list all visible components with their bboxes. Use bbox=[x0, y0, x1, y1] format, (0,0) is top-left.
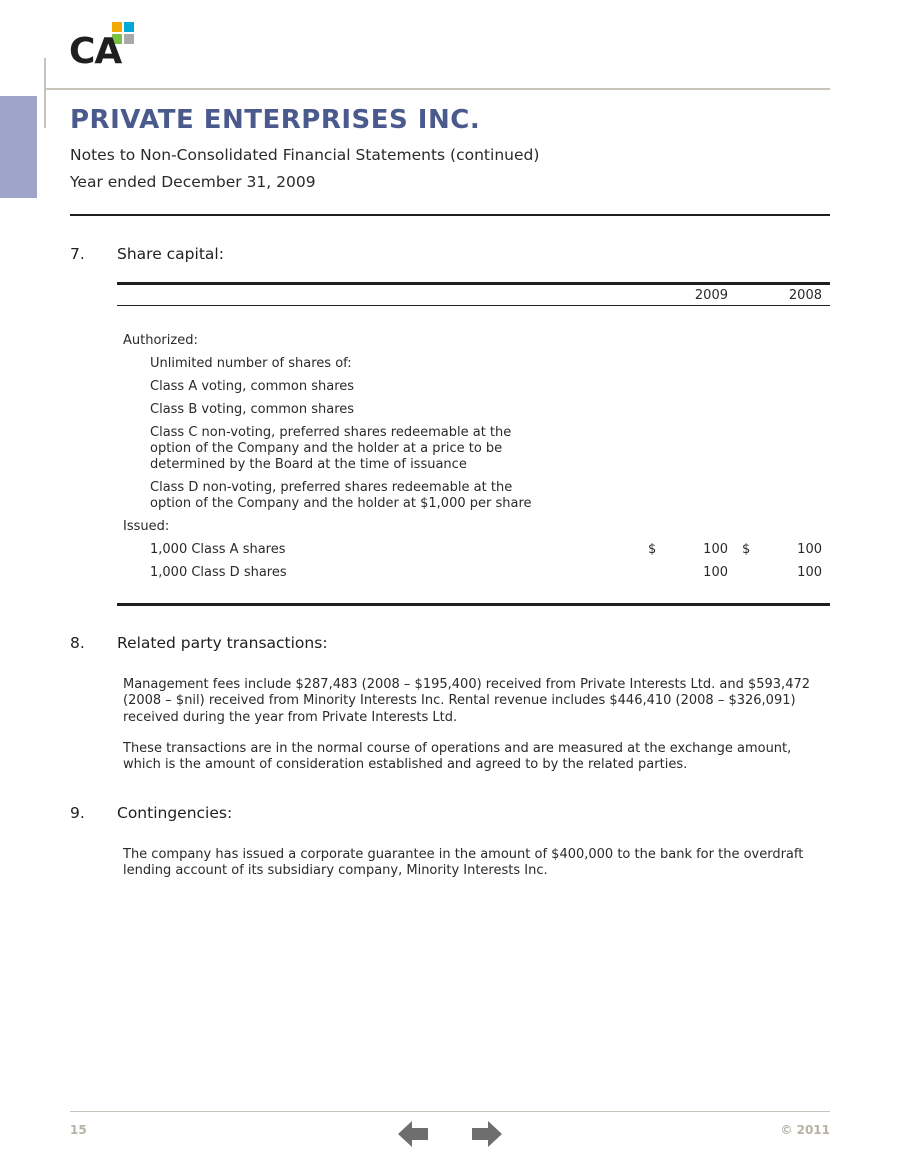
class-c-desc-line2: option of the Company and the holder at a price to be bbox=[150, 441, 503, 456]
header-horizontal-line bbox=[44, 88, 830, 90]
footer-rule bbox=[70, 1111, 830, 1112]
notes-subtitle: Notes to Non-Consolidated Financial Statements (continued) bbox=[70, 146, 540, 164]
issued-row-d-label: 1,000 Class D shares bbox=[150, 565, 287, 580]
table-bottom-rule bbox=[117, 603, 830, 606]
section-9-title: Contingencies: bbox=[117, 804, 233, 822]
section-8-number: 8. bbox=[70, 634, 85, 652]
issued-row-a-2009: 100 bbox=[703, 542, 728, 557]
header-rule bbox=[70, 214, 830, 216]
logo-text: CA bbox=[69, 31, 122, 72]
ca-logo bbox=[69, 20, 139, 70]
right-arrow-icon[interactable] bbox=[470, 1120, 502, 1148]
issued-row-a-label: 1,000 Class A shares bbox=[150, 542, 286, 557]
left-arrow-icon[interactable] bbox=[398, 1120, 430, 1148]
class-c-desc-line1: Class C non-voting, preferred shares redeemable at the bbox=[150, 425, 512, 440]
issued-row-a-currency-2008: $ bbox=[742, 542, 751, 557]
logo-square-gray bbox=[124, 34, 134, 44]
section-9-number: 9. bbox=[70, 804, 85, 822]
class-d-desc-line1: Class D non-voting, preferred shares redeemable at the bbox=[150, 480, 513, 495]
issued-row-d-2009: 100 bbox=[703, 565, 728, 580]
issued-label: Issued: bbox=[123, 519, 170, 534]
class-c-desc-line3: determined by the Board at the time of issuance bbox=[150, 457, 467, 472]
logo-square-blue bbox=[124, 22, 134, 32]
side-tab bbox=[0, 96, 37, 198]
class-b-desc: Class B voting, common shares bbox=[150, 402, 355, 417]
authorized-label: Authorized: bbox=[123, 333, 198, 348]
section-7-title: Share capital: bbox=[117, 245, 224, 263]
year-2009-header: 2009 bbox=[694, 288, 728, 303]
header-vertical-line bbox=[44, 58, 46, 128]
year-2008-header: 2008 bbox=[788, 288, 822, 303]
unlimited-shares: Unlimited number of shares of: bbox=[150, 356, 352, 371]
section-8-paragraph-2: These transactions are in the normal course of operations and are measured at the exchange amount, which is the amount of consideration established and agreed to by the related parties. bbox=[123, 741, 792, 773]
issued-row-a-2008: 100 bbox=[797, 542, 822, 557]
copyright: © 2011 bbox=[780, 1123, 830, 1137]
class-a-desc: Class A voting, common shares bbox=[150, 379, 355, 394]
section-8-paragraph-1: Management fees include $287,483 (2008 – $195,400) received from Private Interests Ltd. and $593,472 (2008 – $nil) received from Minority Interests Inc. Rental revenue includes $446,410 (2008 – $326,091) received during the year from Private Interests Ltd. bbox=[123, 677, 811, 725]
section-8-title: Related party transactions: bbox=[117, 634, 328, 652]
issued-row-d-2008: 100 bbox=[797, 565, 822, 580]
section-7-number: 7. bbox=[70, 245, 85, 263]
page-number: 15 bbox=[70, 1123, 87, 1137]
table-header-rule bbox=[117, 305, 830, 306]
section-9-paragraph-1: The company has issued a corporate guarantee in the amount of $400,000 to the bank for the overdraft lending account of its subsidiary company, Minority Interests Inc. bbox=[123, 847, 804, 879]
issued-row-a-currency-2009: $ bbox=[648, 542, 657, 557]
company-title: PRIVATE ENTERPRISES INC. bbox=[70, 105, 481, 135]
class-d-desc-line2: option of the Company and the holder at $1,000 per share bbox=[150, 496, 532, 511]
table-top-rule bbox=[117, 282, 830, 285]
period-subtitle: Year ended December 31, 2009 bbox=[70, 173, 316, 191]
